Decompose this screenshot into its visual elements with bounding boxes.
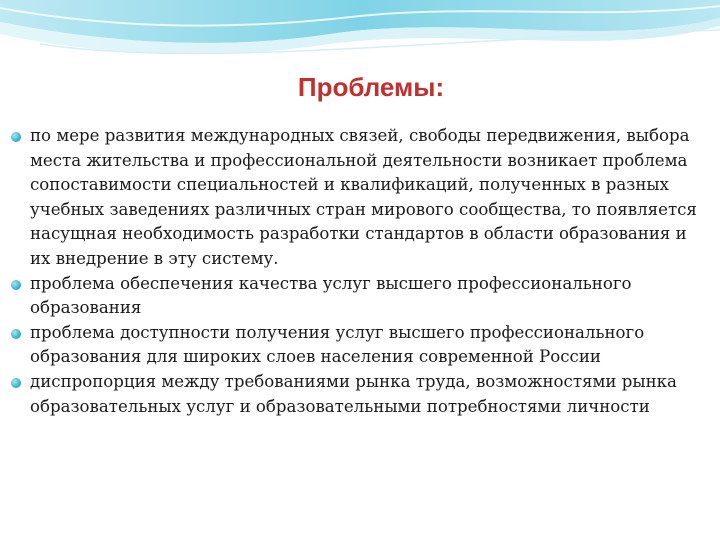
bullet-icon xyxy=(11,132,21,142)
header-wave-decoration xyxy=(0,0,720,70)
bullet-list xyxy=(10,124,710,419)
list-item xyxy=(10,272,710,321)
list-item-text: проблема доступности получения услуг высшего профессионального образования для широких слоев населения современной России xyxy=(30,322,645,367)
bullet-icon xyxy=(11,280,21,290)
bullet-icon xyxy=(11,329,21,339)
list-item xyxy=(10,321,710,370)
list-item-text: по мере развития международных связей, свободы передвижения, выбора места жительства и профессиональной деятельности возникает проблема сопоставимости специальностей и квалификаций, полученных в разных учебных заведениях различных стран мирового сообщества, то появляется насущная необходимость разработки стандартов в области образования и их внедрение в эту систему. xyxy=(30,126,697,268)
bullet-icon xyxy=(11,378,21,388)
list-item xyxy=(10,124,710,272)
list-item-text: диспропорция между требованиями рынка труда, возможностями рынка образовательных услуг и образовательными потребностями личности xyxy=(30,371,677,416)
list-item xyxy=(10,370,710,419)
list-item-text: проблема обеспечения качества услуг высшего профессионального образования xyxy=(30,273,632,318)
slide-title: Проблемы: xyxy=(297,72,445,102)
